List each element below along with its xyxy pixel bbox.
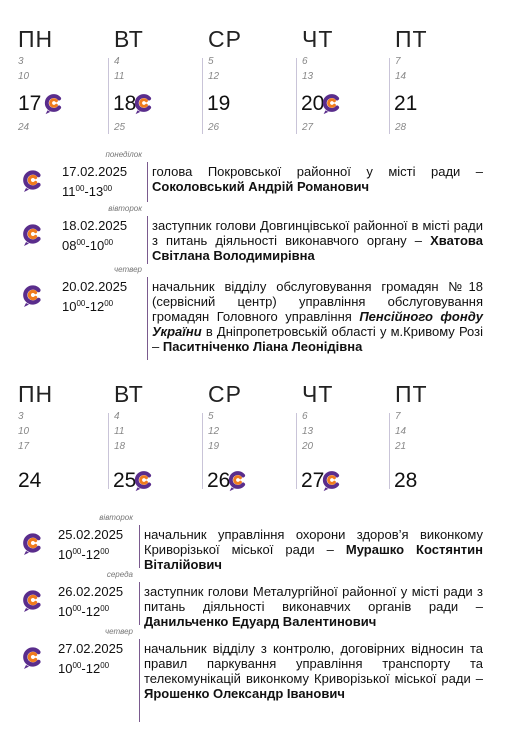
time-start-minutes: 00 [72,604,82,613]
day-column [108,26,198,136]
weekday-label: четвер [104,627,133,636]
reception-time [58,601,109,619]
day-column [202,26,292,136]
previous-date: 4 [114,411,120,422]
previous-date: 4 [114,56,120,67]
reception-date: 20 [301,92,325,115]
center-logo-icon [131,467,155,491]
time-start-hour: 08 [62,238,77,253]
center-logo-icon [19,166,47,194]
previous-date: 12 [208,71,220,82]
previous-date: 12 [208,426,220,437]
center-logo-icon [319,467,343,491]
center-logo-icon [19,220,47,248]
time-end-minutes: 00 [100,547,110,556]
previous-date: 3 [18,56,24,67]
time-end-minutes: 00 [104,238,114,247]
day-name: ВТ [114,26,144,52]
reception-date-text: 25.02.2025 [58,527,124,542]
reception-date: 21 [394,92,418,115]
day-name: ВТ [114,381,144,407]
time-end-minutes: 00 [100,604,110,613]
day-column [296,381,386,491]
time-dash: - [81,604,86,619]
previous-date: 3 [18,411,24,422]
previous-date: 11 [114,71,125,82]
reception-date-text: 26.02.2025 [58,584,124,599]
appointment-entry [0,513,505,572]
entry-separator [139,639,140,722]
official-name: Хватова Світлана Володимирівна [152,233,483,263]
previous-date: 6 [302,56,308,67]
official-description [144,584,483,629]
reception-time [62,296,113,314]
appointment-entry [0,204,505,264]
time-start-hour: 10 [58,547,73,562]
position-text: начальник відділу обслуговування громадян №18 (сервісний центр) управління обслуговування громадян Головного управління [152,279,483,324]
center-logo-icon [19,281,47,309]
previous-date: 5 [208,56,214,67]
official-name: Мурашко Костянтин Віталійович [144,542,484,572]
previous-date: 11 [114,426,125,437]
position-text: заступник голови Довгинцівської районної в місті ради з питань діяльності виконавчого органу – [152,218,483,248]
official-name: Данильченко Едуард Валентинович [144,614,377,629]
time-start-hour: 11 [62,184,76,199]
column-divider [202,413,203,489]
reception-date-text: 18.02.2025 [62,218,128,233]
weekday-label: четвер [113,265,142,274]
day-name: СР [208,381,242,407]
previous-date: 14 [395,71,407,82]
previous-date: 14 [395,426,407,437]
time-start-hour: 10 [62,299,77,314]
entry-separator [147,277,148,360]
day-name: ЧТ [302,26,334,52]
column-divider [296,58,297,134]
entry-separator [147,216,148,264]
time-start-minutes: 00 [72,547,82,556]
center-logo-icon [319,90,343,114]
time-start-minutes: 00 [72,661,82,670]
entry-separator [147,162,148,202]
center-logo-icon [41,90,65,114]
previous-date: 7 [395,411,401,422]
day-column [18,26,108,136]
day-name: ПТ [395,381,428,407]
day-column [389,381,479,491]
reception-date: 17 [18,92,42,115]
position-text: голова Покровської районної у місті ради – [152,164,483,179]
column-divider [202,58,203,134]
reception-date: 18 [113,92,137,115]
position-text: начальник відділу з контролю, договірних відносин та правил паркування управління транспорту та телекомунікацій виконкому Криворізької міської ради – [144,641,483,686]
reception-date-text: 17.02.2025 [62,164,128,179]
official-name: Соколовський Андрій Романович [152,179,370,194]
calendar-week-2 [0,381,505,491]
time-dash: - [85,238,90,253]
weekday-label: вівторок [99,513,133,522]
center-logo-icon [131,90,155,114]
appointment-entry [0,265,505,360]
previous-date: 13 [302,71,314,82]
entry-separator [139,525,140,568]
reception-time [58,544,109,562]
weekday-label: середа [106,570,133,579]
center-logo-icon [19,643,47,671]
previous-date: 20 [302,441,314,452]
reception-date-text: 27.02.2025 [58,641,124,656]
column-divider [389,58,390,134]
day-column [202,381,292,491]
official-description [152,164,483,194]
time-end-hour: 10 [89,238,105,253]
day-column [108,381,198,491]
day-name: ПН [18,26,54,52]
time-dash: - [84,184,89,199]
day-name: СР [208,26,242,52]
following-date: 25 [114,122,126,133]
previous-date: 19 [208,441,220,452]
following-date: 28 [395,122,407,133]
time-dash: - [81,661,86,676]
day-column [296,26,386,136]
official-description [152,279,483,354]
time-start-minutes: 00 [76,299,86,308]
time-end-hour: 12 [85,661,101,676]
center-logo-icon [225,467,249,491]
official-description [152,218,483,263]
previous-date: 13 [302,426,314,437]
previous-date: 6 [302,411,308,422]
center-logo-icon [19,529,47,557]
appointment-entry [0,150,505,202]
reception-date: 24 [18,469,42,492]
official-name: Паситніченко Ліана Леонідівна [162,339,363,354]
previous-date: 7 [395,56,401,67]
time-end-minutes: 00 [103,184,113,193]
reception-date: 19 [207,92,231,115]
weekday-label: вівторок [108,204,142,213]
time-end-hour: 12 [85,604,101,619]
position-text: в Дніпропетровській області у м.Кривому Розі – [152,324,483,354]
following-date: 26 [208,122,220,133]
time-start-minutes: 00 [75,184,85,193]
position-text: начальник управління охорони здоров’я виконкому Криворізької міської ради – [144,527,483,557]
entry-separator [139,582,140,625]
reception-date-text: 20.02.2025 [62,279,128,294]
position-text: заступник голови Металургійної районної у місті ради з питань діяльності виконавчих органів ради – [144,584,483,614]
time-start-hour: 10 [58,661,73,676]
previous-date: 10 [18,71,30,82]
day-column [18,381,108,491]
column-divider [296,413,297,489]
time-end-hour: 12 [89,299,105,314]
previous-date: 17 [18,441,30,452]
previous-date: 10 [18,426,30,437]
calendar-week-1 [0,26,505,136]
day-name: ЧТ [302,381,334,407]
reception-date: 26 [207,469,231,492]
column-divider [108,413,109,489]
reception-date: 28 [394,469,418,492]
appointment-entry [0,570,505,629]
reception-time [62,235,113,253]
appointment-entry [0,627,505,722]
time-end-hour: 12 [85,547,101,562]
day-name: ПТ [395,26,428,52]
column-divider [389,413,390,489]
official-description [144,641,483,701]
time-end-minutes: 00 [104,299,114,308]
day-column [389,26,479,136]
official-description [144,527,483,572]
day-name: ПН [18,381,54,407]
reception-date: 25 [113,469,137,492]
following-date: 24 [18,122,30,133]
time-dash: - [85,299,90,314]
center-logo-icon [19,586,47,614]
institution-name: Пенсійного фонду України [152,309,483,339]
time-dash: - [81,547,86,562]
reception-time [62,181,112,199]
previous-date: 5 [208,411,214,422]
weekday-label: понеділок [105,150,142,159]
reception-time [58,658,109,676]
official-name: Ярошенко Олександр Іванович [144,686,345,701]
previous-date: 18 [114,441,126,452]
reception-date: 27 [301,469,325,492]
column-divider [108,58,109,134]
time-end-minutes: 00 [100,661,110,670]
previous-date: 21 [395,441,407,452]
time-start-hour: 10 [58,604,73,619]
following-date: 27 [302,122,314,133]
time-end-hour: 13 [88,184,104,199]
time-start-minutes: 00 [76,238,86,247]
